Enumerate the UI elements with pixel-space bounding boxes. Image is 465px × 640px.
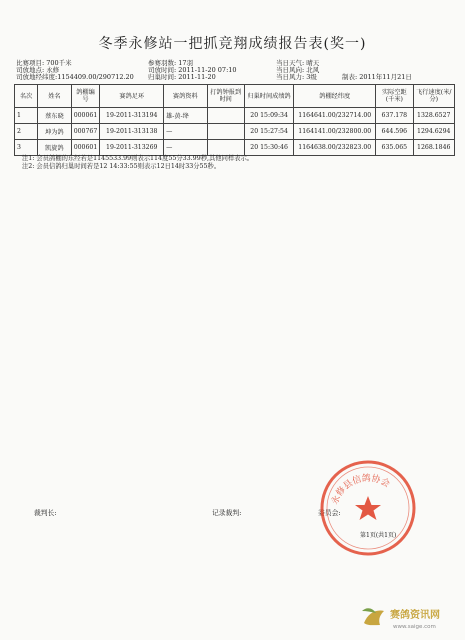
- cell-loft-coords: 1164641.00/232714.00: [294, 108, 376, 124]
- note-1: 注1: 会员鸽棚的东经若是1145533.99则表示114度55分33.99秒,其他同样表示。: [22, 155, 254, 162]
- release-location: 司放地点: 永修: [16, 66, 60, 74]
- col-distance: 实际空距(千米): [376, 85, 413, 108]
- seal-text: 永修县信鸽协会: [330, 473, 392, 507]
- col-loft-id: 鸽棚编号: [71, 85, 100, 108]
- cell-rank: 2: [15, 124, 38, 140]
- cell-arrival-time: 20 15:30:46: [244, 140, 293, 156]
- col-speed: 飞行速度(米/分): [413, 85, 454, 108]
- page-indicator: 第1页(共1页): [360, 532, 397, 539]
- cell-name: 蔡东晓: [38, 108, 71, 124]
- cell-loft-coords: 1164638.00/232823.00: [294, 140, 376, 156]
- wind-force: 当日风力: 3级: [276, 73, 317, 81]
- official-seal-icon: [318, 458, 418, 558]
- report-title: 冬季永修站一把抓竞翔成绩报告表(奖一): [98, 36, 367, 52]
- cell-pigeon-info: 雄-黄-绛: [164, 108, 207, 124]
- release-coords: 司放地经纬度:1154409.00/290712.20: [16, 73, 134, 81]
- chief-judge-label: 裁判长:: [34, 509, 57, 517]
- weather: 当日天气: 晴天: [276, 59, 320, 67]
- cell-ring: 19-2011-313194: [100, 108, 164, 124]
- table-header-row: [15, 85, 455, 108]
- wind-direction: 当日风向: 北风: [276, 66, 320, 74]
- cell-loft-id: 000601: [71, 140, 100, 156]
- cell-pigeon-info: —: [164, 140, 207, 156]
- results-table: [14, 84, 455, 156]
- note-2: 注2: 会员信鸽归巢时间若是12 14:33:55则表示12日14时33分55秒。: [22, 163, 221, 170]
- recording-judge-label: 记录裁判:: [212, 509, 242, 517]
- cell-name: 坤为鸽: [38, 124, 71, 140]
- cell-loft-id: 000767: [71, 124, 100, 140]
- cell-ring: 19-2011-313138: [100, 124, 164, 140]
- report-date: 制表: 2011年11月21日: [342, 73, 412, 81]
- pigeon-icon: [362, 608, 384, 625]
- cell-loft-id: 000061: [71, 108, 100, 124]
- table-row: [15, 108, 455, 124]
- cell-rank: 3: [15, 140, 38, 156]
- cell-loft-coords: 1164141.00/232800.00: [294, 124, 376, 140]
- cell-arrival-time: 20 15:09:34: [244, 108, 293, 124]
- cell-name: 凯旋鸽: [38, 140, 71, 156]
- cell-distance: 644.596: [376, 124, 413, 140]
- table-row: [15, 140, 455, 156]
- watermark-logo: [358, 601, 458, 633]
- return-time: 归巢时间: 2011-11-20: [148, 73, 216, 81]
- race-item: 比赛项目: 700千米: [16, 59, 72, 67]
- svg-text:永修县信鸽协会: [328, 472, 392, 506]
- watermark-name: 赛鸽资讯网: [390, 610, 440, 621]
- cell-pigeon-info: —: [164, 124, 207, 140]
- notes: [22, 155, 253, 171]
- release-time: 司放时间: 2011-11-20 07:10: [148, 66, 237, 74]
- col-rank: 名次: [15, 85, 38, 108]
- col-pigeon-info: 赛鸽资料: [164, 85, 207, 108]
- cell-clock-time: [207, 140, 244, 156]
- cell-clock-time: [207, 108, 244, 124]
- watermark-url: www.saige.com: [393, 624, 436, 630]
- cell-rank: 1: [15, 108, 38, 124]
- cell-ring: 19-2011-313269: [100, 140, 164, 156]
- cell-speed: 1294.6294: [413, 124, 454, 140]
- cell-distance: 637.178: [376, 108, 413, 124]
- col-clock-time: 打鸽钟报到时间: [207, 85, 244, 108]
- committee-label: 委员会:: [318, 509, 341, 517]
- col-ring: 赛鸽足环: [100, 85, 164, 108]
- table-row: [15, 124, 455, 140]
- entries-count: 参赛羽数: 17羽: [148, 59, 194, 67]
- col-arrival-time: 归巢时间成绩鸽: [244, 85, 293, 108]
- col-loft-coords: 鸽棚经纬度: [294, 85, 376, 108]
- cell-clock-time: [207, 124, 244, 140]
- cell-distance: 635.065: [376, 140, 413, 156]
- col-name: 姓名: [38, 85, 71, 108]
- cell-speed: 1268.1846: [413, 140, 454, 156]
- cell-speed: 1328.6527: [413, 108, 454, 124]
- cell-arrival-time: 20 15:27:54: [244, 124, 293, 140]
